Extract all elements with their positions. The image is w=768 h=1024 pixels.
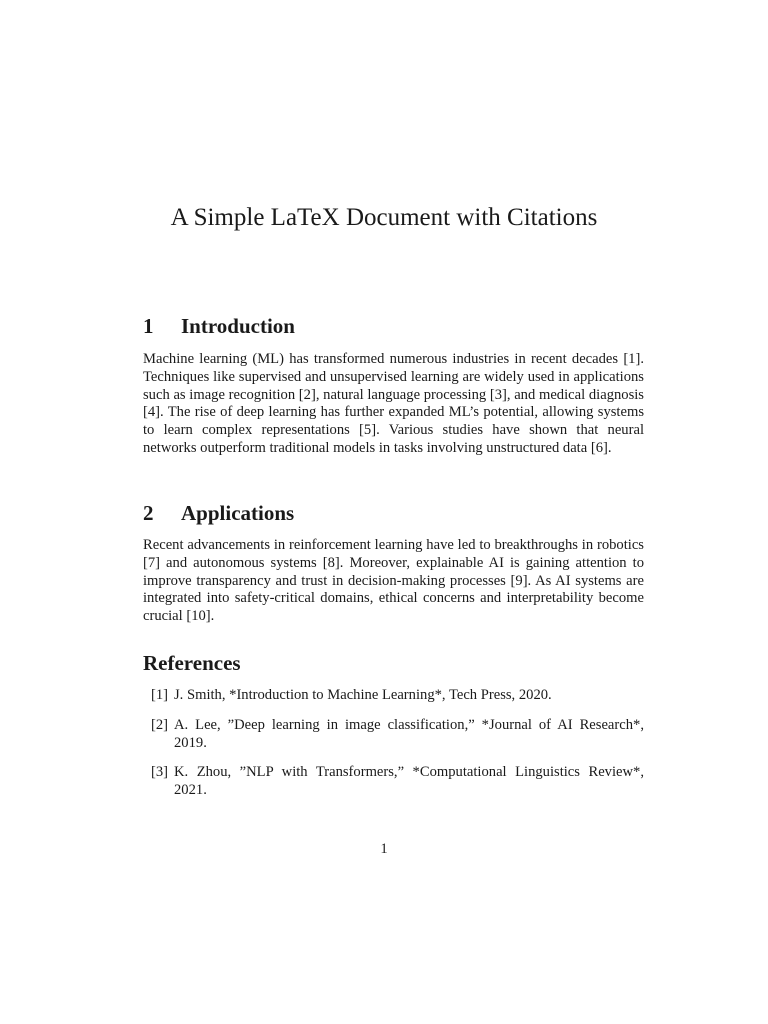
section-heading-introduction: [143, 313, 295, 339]
section-number: 1: [143, 314, 154, 338]
references-heading: References: [143, 651, 241, 675]
reference-label: [1]: [151, 687, 169, 703]
reference-text: K. Zhou, ”NLP with Transformers,” *Computational Linguistics Review*, 2021.: [174, 764, 644, 799]
document-title: A Simple LaTeX Document with Citations: [170, 204, 598, 231]
section-title: Introduction: [181, 314, 295, 338]
reference-text: A. Lee, ”Deep learning in image classification,” *Journal of AI Research*, 2019.: [174, 716, 644, 751]
reference-label: [3]: [151, 764, 169, 781]
reference-label: [2]: [151, 716, 169, 733]
introduction-paragraph: Machine learning (ML) has transformed numerous industries in recent decades [1]. Techniques like supervised and unsupervised learning are widely used in applications such as image recognition [2], natural language processing [3], and medical diagnosis [4]. The rise of deep learning has further expanded ML’s potential, allowing systems to learn complex representations [5]. Various studies have shown that neural networks outperform traditional models in tasks involving unstructured data [6].: [143, 351, 644, 456]
applications-paragraph: Recent advancements in reinforcement learning have led to breakthroughs in robotics [7] and autonomous systems [8]. Moreover, explainable AI is gaining attention to improve transparency and trust in decision-making processes [9]. As AI systems are integrated into safety-critical domains, ethical concerns and interpretability become crucial [10].: [143, 537, 644, 625]
page-number: 1: [380, 841, 388, 857]
reference-text: J. Smith, *Introduction to Machine Learning*, Tech Press, 2020.: [174, 687, 552, 703]
reference-list: [143, 687, 644, 812]
reference-item: [143, 717, 644, 753]
reference-item: [143, 764, 644, 800]
section-number: 2: [143, 501, 154, 525]
reference-item: [143, 687, 644, 705]
section-heading-applications: [143, 500, 294, 526]
section-title: Applications: [181, 501, 295, 525]
